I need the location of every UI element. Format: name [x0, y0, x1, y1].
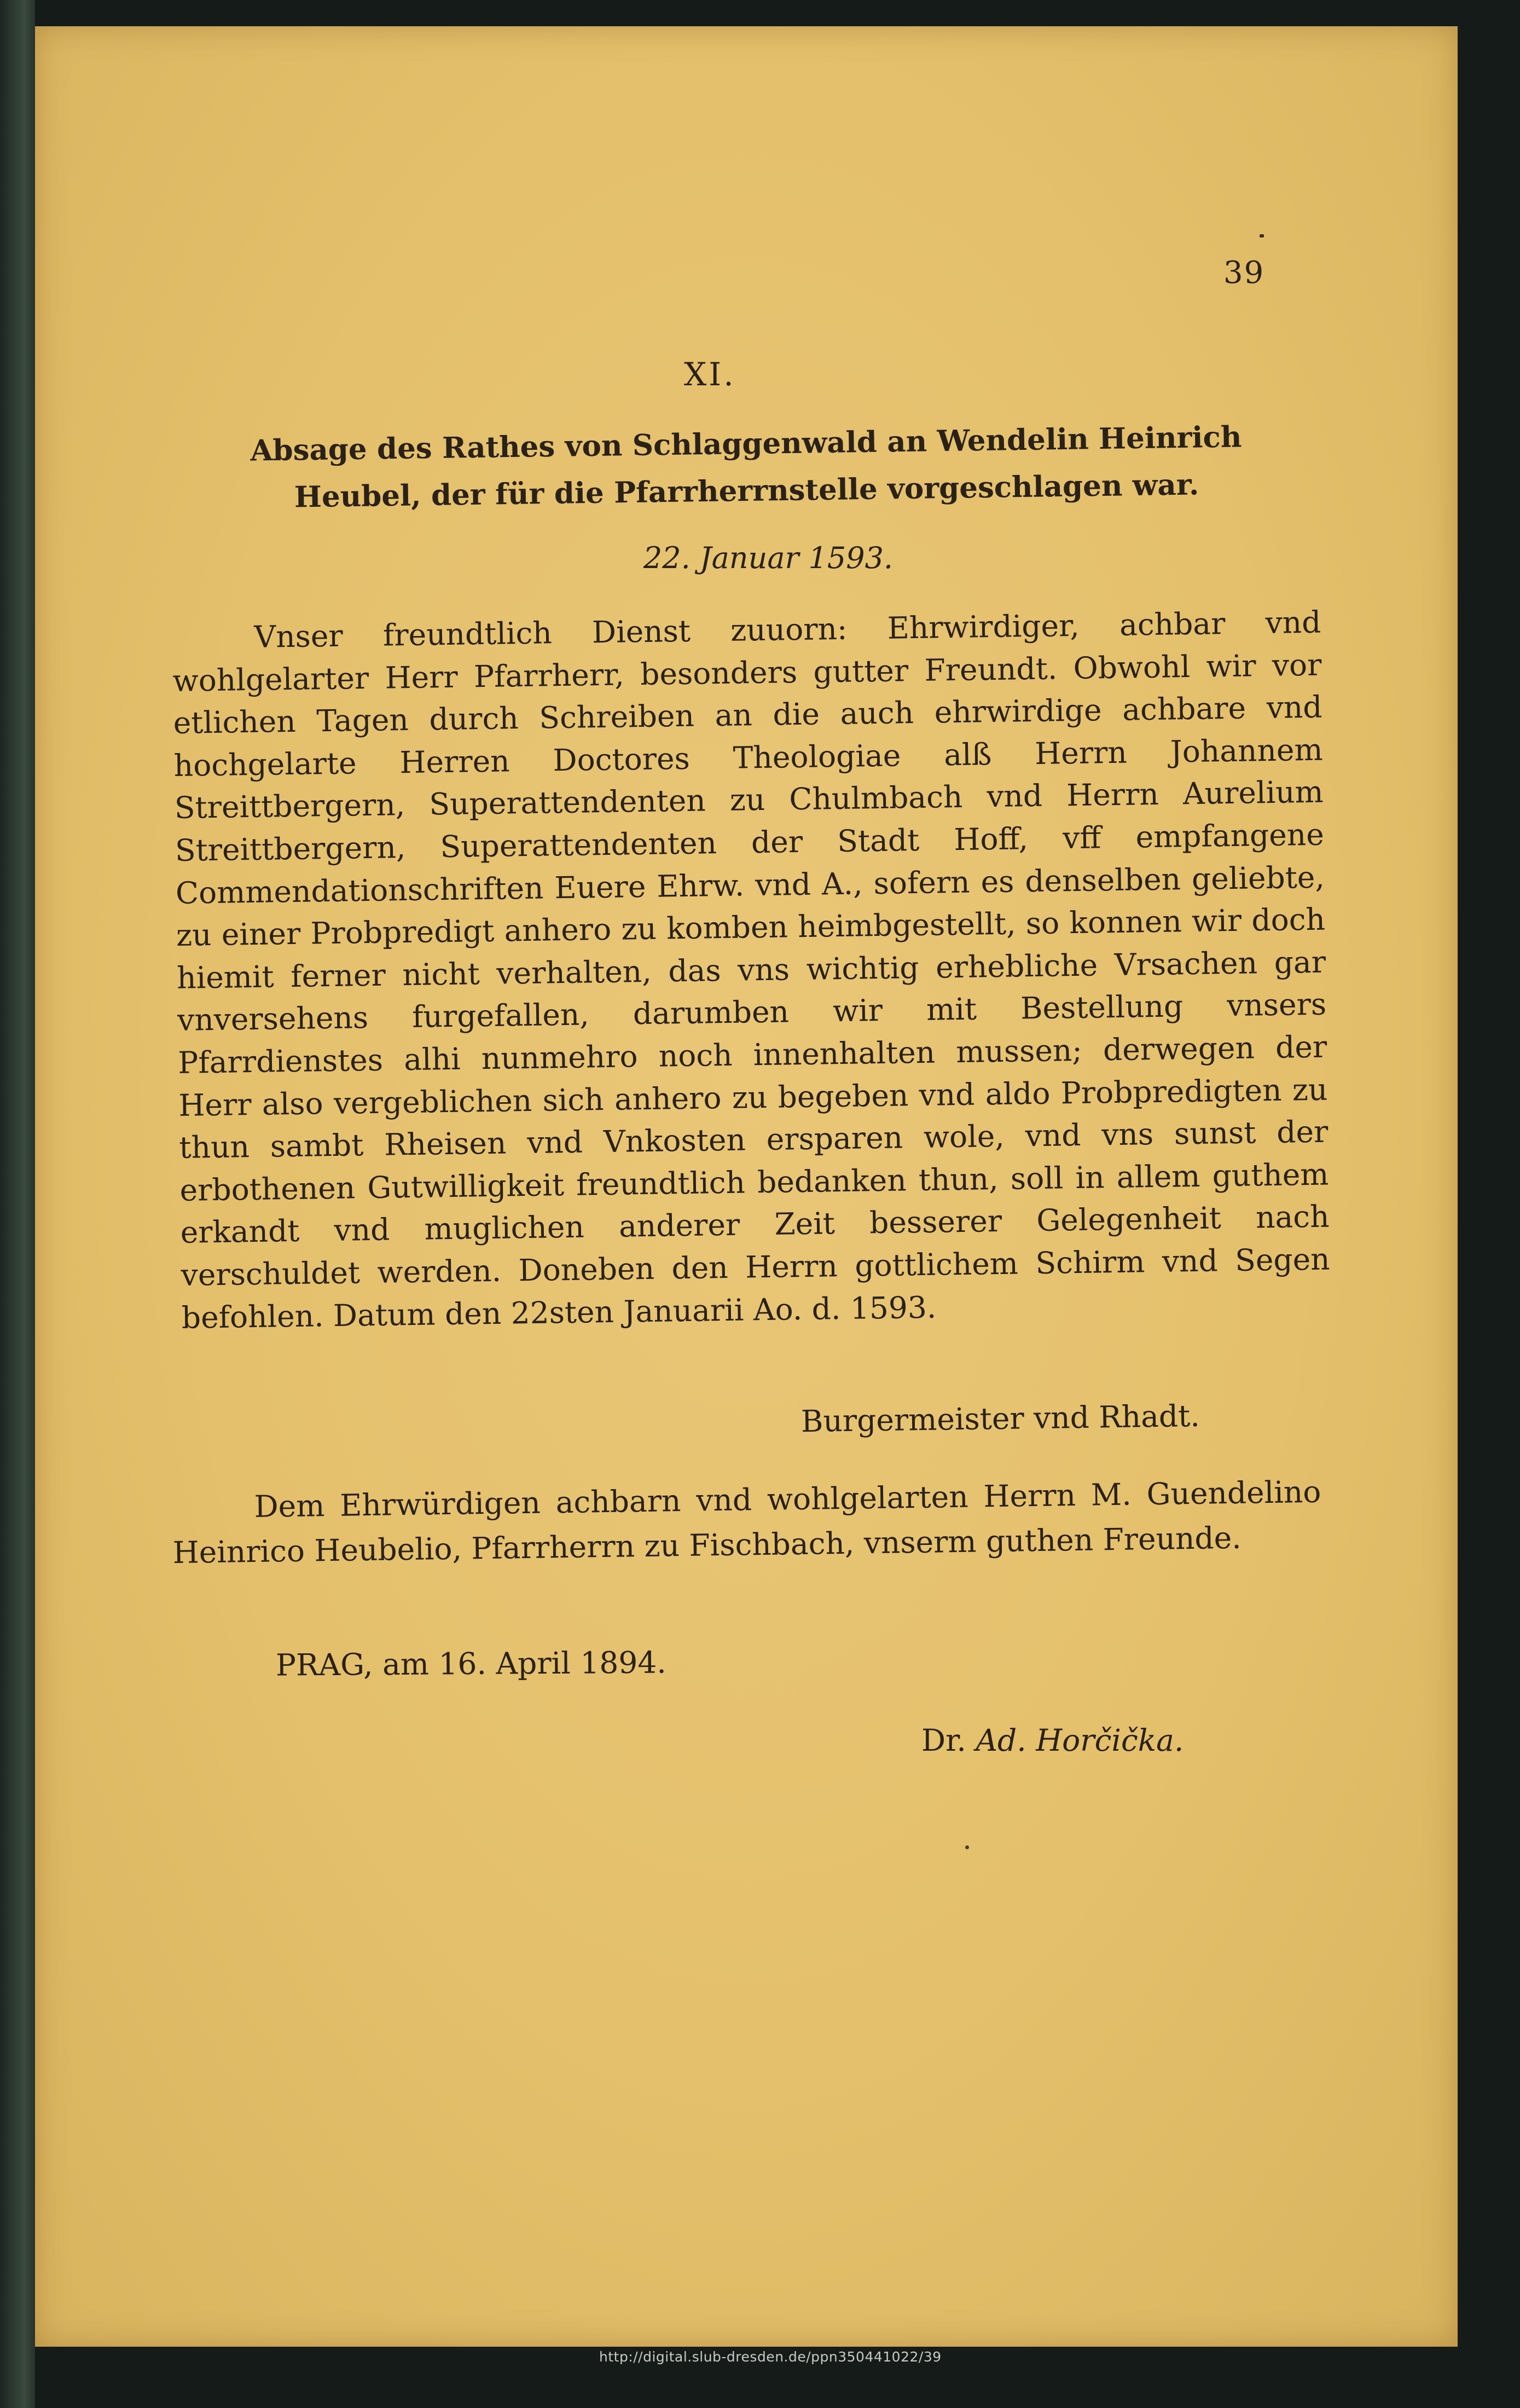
author-prefix: Dr. [921, 1723, 966, 1758]
author-signature [921, 1723, 1183, 1758]
letter-paragraph: Vnser freundtlich Dienst zuuorn: Ehrwirdiger, achbar vnd wohlgelarter Herr Pfarrherr, besonders gutter Freundt. Obwohl wir vor etlichen Tagen durch Schreiben an die auch ehrwirdige achbare vnd hochgelarte Herren Doctores Theologiae alß Herrn Johannem Streittbergern, Superattendenten zu Chulmbach vnd Herrn Aurelium Streittbergern, Superattendenten der Stadt Hoff, vff empfangene Commendationschriften Euere Ehrw. vnd A., sofern es denselben geliebte, zu einer Probpredigt anhero zu komben heimbgestellt, so konnen wir doch hiemit ferner nicht verhalten, das vns wichtig erhebliche Vrsachen gar vnversehens furgefallen, darumben wir mit Bestellung vnsers Pfarrdienstes alhi nunmehro noch innenhalten mussen; derwegen der Herr also vergeblichen sich anhero zu begeben vnd aldo Probpredigten zu thun sambt Rheisen vnd Vnkosten ersparen wole, vnd vns sunst der erbothenen Gutwilligkeit freundtlich bedanken thun, soll in allem guthem erkandt vnd muglichen anderer Zeit besserer Gelegenheit nach verschuldet werden. Doneben den Herrn gottlichem Schirm vnd Segen befohlen. Datum den 22sten Januarii Ao. d. 1593. [172, 604, 1331, 1335]
document-page [35, 26, 1458, 2347]
author-name: Ad. Horčička. [976, 1723, 1184, 1758]
place-and-date: PRAG, am 16. April 1894. [275, 1645, 667, 1683]
source-url: http://digital.slub-dresden.de/ppn350441022/39 [599, 2349, 942, 2365]
print-mark [1260, 234, 1264, 238]
page-number: 39 [1223, 255, 1265, 291]
book-binding-edge [0, 0, 35, 2408]
section-number: XI. [684, 356, 736, 393]
letter-address [172, 1469, 1322, 1575]
title-line-1: Absage des Rathes von Schlaggenwald an Wendelin Heinrich [250, 420, 1242, 468]
council-signature: Burgermeister vnd Rhadt. [800, 1398, 1200, 1439]
document-title [171, 412, 1321, 522]
address-paragraph: Dem Ehrwürdigen achbarn vnd wohlgelarten Herrn M. Guendelino Heinrico Heubelio, Pfarrherrn zu Fischbach, vnserm guthen Freunde. [172, 1474, 1321, 1570]
paper-speck [965, 1845, 969, 1849]
letter-date: 22. Januar 1593. [643, 541, 894, 575]
letter-body [172, 601, 1331, 1339]
title-line-2: Heubel, der für die Pfarrherrnstelle vorgeschlagen war. [294, 467, 1199, 514]
